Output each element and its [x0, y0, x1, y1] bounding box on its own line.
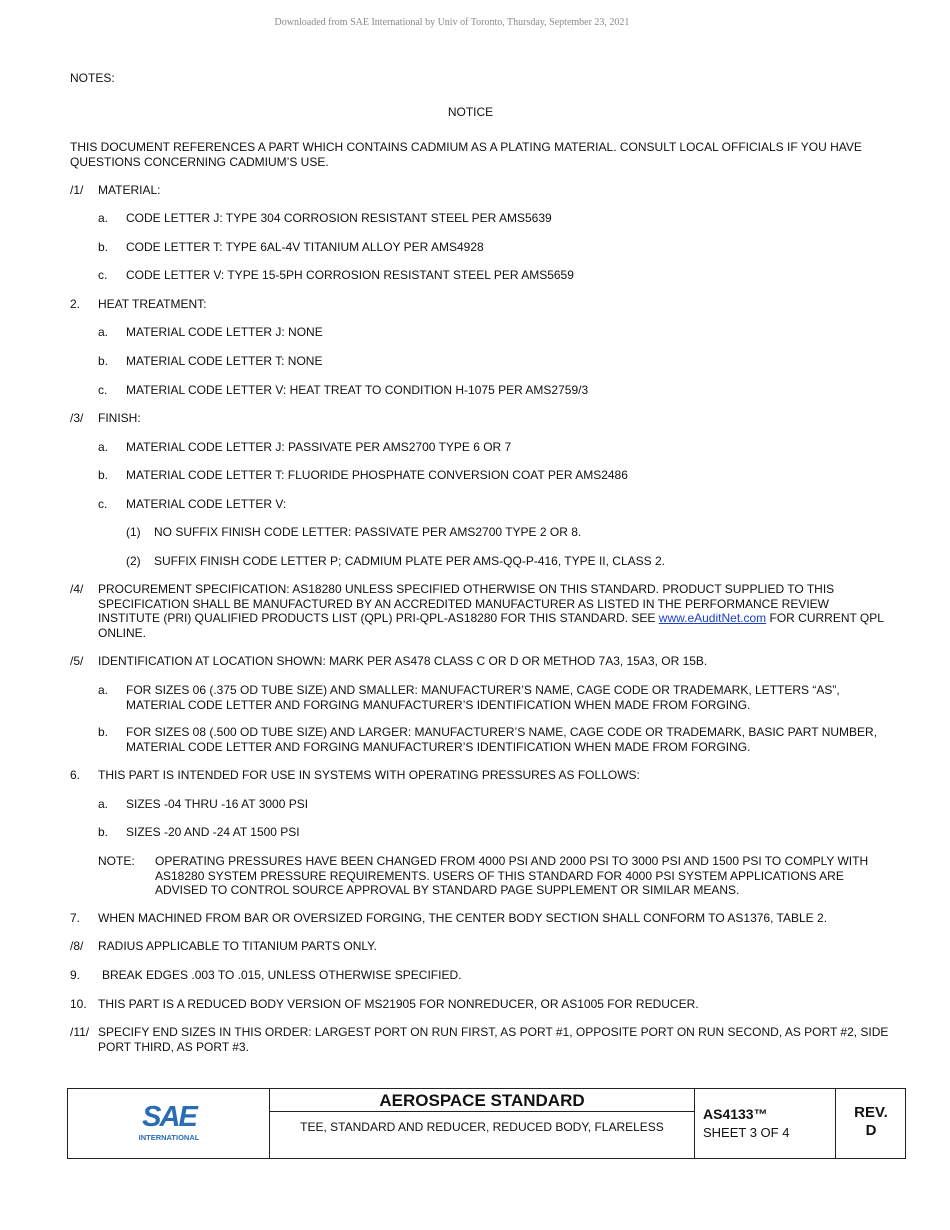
subsubitem-label: (1): [126, 525, 141, 539]
subitem-label: a.: [98, 683, 109, 697]
subitem-label: b.: [98, 725, 109, 739]
revision-label-text: REV.: [854, 1104, 888, 1121]
note-number: /4/: [70, 582, 84, 596]
subitem-text: CODE LETTER V: TYPE 15-5PH CORROSION RESISTANT STEEL PER AMS5659: [126, 268, 574, 282]
note-text: RADIUS APPLICABLE TO TITANIUM PARTS ONLY.: [98, 939, 377, 953]
document-cell: [695, 1089, 836, 1158]
subitem-text: MATERIAL CODE LETTER T: FLUORIDE PHOSPHATE CONVERSION COAT PER AMS2486: [126, 468, 628, 482]
subitem-text: CODE LETTER J: TYPE 304 CORROSION RESISTANT STEEL PER AMS5639: [126, 211, 552, 225]
subitem-label: b.: [98, 468, 109, 482]
logo-subtext: INTERNATIONAL: [138, 1133, 200, 1142]
note-number: 6.: [70, 768, 81, 782]
note-number: /1/: [70, 183, 84, 197]
note-text: SPECIFY END SIZES IN THIS ORDER: LARGEST PORT ON RUN FIRST, AS PORT #1, OPPOSITE PORT ON RUN SECOND, AS PORT #2, SIDE PORT THIRD, AS PORT #3.: [98, 1025, 889, 1054]
note-text: HEAT TREATMENT:: [98, 297, 207, 311]
note-text: THIS PART IS A REDUCED BODY VERSION OF MS21905 FOR NONREDUCER, OR AS1005 FOR REDUCER.: [98, 997, 699, 1011]
notice-body: THIS DOCUMENT REFERENCES A PART WHICH CONTAINS CADMIUM AS A PLATING MATERIAL. CONSULT LOCAL OFFICIALS IF YOU HAVE QUESTIONS CONCERNING CADMIUM’S USE.: [70, 140, 862, 169]
eauditnet-link[interactable]: www.eAuditNet.com: [658, 611, 767, 625]
note-text: FINISH:: [98, 411, 141, 425]
subitem-label: b.: [98, 240, 109, 254]
note-text: [98, 582, 893, 640]
subitem-text: MATERIAL CODE LETTER J: NONE: [126, 325, 323, 339]
notice-title: NOTICE: [447, 105, 494, 119]
subitem-text: FOR SIZES 08 (.500 OD TUBE SIZE) AND LARGER: MANUFACTURER’S NAME, CAGE CODE OR TRADEMARK, BASIC PART NUMBER, MATERIAL CODE LETTER AND FORGING MANUFACTURER’S IDENTIFICATION WHEN MADE FROM FORGING.: [126, 725, 878, 754]
note-number: 7.: [70, 911, 81, 925]
note-number: /8/: [70, 939, 84, 953]
note-number: 9.: [70, 968, 81, 982]
subitem-text: MATERIAL CODE LETTER V:: [126, 497, 287, 511]
subitem-text: SIZES -20 AND -24 AT 1500 PSI: [126, 825, 300, 839]
subitem-label: b.: [98, 825, 109, 839]
note-text-part: FOR CURRENT QPL ONLINE.: [98, 611, 884, 640]
subitem-text: MATERIAL CODE LETTER V: HEAT TREAT TO CONDITION H-1075 PER AMS2759/3: [126, 383, 589, 397]
subsubitem-text: SUFFIX FINISH CODE LETTER P; CADMIUM PLATE PER AMS-QQ-P-416, TYPE II, CLASS 2.: [154, 554, 665, 568]
subsubitem-label: (2): [126, 554, 141, 568]
subitem-text: CODE LETTER T: TYPE 6AL-4V TITANIUM ALLOY PER AMS4928: [126, 240, 484, 254]
note-text: MATERIAL:: [98, 183, 161, 197]
note-text: BREAK EDGES .003 TO .015, UNLESS OTHERWISE SPECIFIED.: [102, 968, 462, 982]
subitem-label: b.: [98, 354, 109, 368]
revision-cell: [836, 1089, 906, 1158]
notes-label: NOTES:: [70, 71, 115, 85]
note-text: WHEN MACHINED FROM BAR OR OVERSIZED FORGING, THE CENTER BODY SECTION SHALL CONFORM TO AS1376, TABLE 2.: [98, 911, 828, 925]
subitem-label: a.: [98, 325, 109, 339]
note-number: /5/: [70, 654, 84, 668]
standard-heading: AEROSPACE STANDARD: [270, 1089, 694, 1112]
subitem-text: SIZES -04 THRU -16 AT 3000 PSI: [126, 797, 309, 811]
note-number: /11/: [70, 1025, 90, 1039]
title-cell: [270, 1089, 695, 1158]
subitem-label: a.: [98, 797, 109, 811]
subitem-label: c.: [98, 383, 108, 397]
revision-label: [836, 1104, 906, 1140]
document-number: AS4133™: [703, 1106, 768, 1122]
note-inline-text: OPERATING PRESSURES HAVE BEEN CHANGED FROM 4000 PSI AND 2000 PSI TO 3000 PSI AND 1500 PSI TO COMPLY WITH AS18280 SYSTEM PRESSURE REQUIREMENTS. USERS OF THIS STANDARD FOR 4000 PSI SYSTEM APPLICATIONS ARE ADVISED TO CONTROL SOURCE APPROVAL BY STANDARD PAGE SUPPLEMENT OR SIMILAR MEANS.: [155, 854, 869, 897]
part-description: TEE, STANDARD AND REDUCER, REDUCED BODY, FLARELESS: [300, 1120, 664, 1134]
download-watermark: Downloaded from SAE International by Univ of Toronto, Thursday, September 23, 2021: [274, 17, 630, 28]
note-inline-label: NOTE:: [98, 854, 135, 868]
logo-cell: [68, 1089, 270, 1158]
subitem-label: c.: [98, 497, 108, 511]
subitem-text: MATERIAL CODE LETTER J: PASSIVATE PER AMS2700 TYPE 6 OR 7: [126, 440, 512, 454]
subitem-label: c.: [98, 268, 108, 282]
sae-logo-icon: [136, 1099, 202, 1143]
note-number: 10.: [70, 997, 87, 1011]
title-block: [67, 1088, 906, 1159]
sheet-number: SHEET 3 OF 4: [703, 1125, 790, 1140]
logo-text: SAE: [142, 1101, 196, 1133]
note-text-part: PROCUREMENT SPECIFICATION: AS18280 UNLESS SPECIFIED OTHERWISE ON THIS STANDARD. PRODUCT SUPPLIED TO THIS SPECIFICATION SHALL BE MANUFACTURED BY AN ACCREDITED MANUFACTURER AS LISTED IN THE PERFORMANCE REVIEW INSTITUTE (PRI) QUALIFIED PRODUCTS LIST (QPL) PRI-QPL-AS18280 FOR THIS STANDARD. SEE: [98, 582, 835, 625]
note-text: THIS PART IS INTENDED FOR USE IN SYSTEMS WITH OPERATING PRESSURES AS FOLLOWS:: [98, 768, 640, 782]
note-text: IDENTIFICATION AT LOCATION SHOWN: MARK PER AS478 CLASS C OR D OR METHOD 7A3, 15A3, OR 15B.: [98, 654, 708, 668]
subsubitem-text: NO SUFFIX FINISH CODE LETTER: PASSIVATE PER AMS2700 TYPE 2 OR 8.: [154, 525, 582, 539]
note-number: /3/: [70, 411, 84, 425]
subitem-label: a.: [98, 211, 109, 225]
subitem-text: FOR SIZES 06 (.375 OD TUBE SIZE) AND SMALLER: MANUFACTURER’S NAME, CAGE CODE OR TRADEMARK, LETTERS “AS”, MATERIAL CODE LETTER AND FORGING MANUFACTURER’S IDENTIFICATION WHEN MADE FROM FORGING.: [126, 683, 840, 712]
note-number: 2.: [70, 297, 81, 311]
subitem-label: a.: [98, 440, 109, 454]
subitem-text: MATERIAL CODE LETTER T: NONE: [126, 354, 323, 368]
revision-value: D: [865, 1122, 877, 1139]
